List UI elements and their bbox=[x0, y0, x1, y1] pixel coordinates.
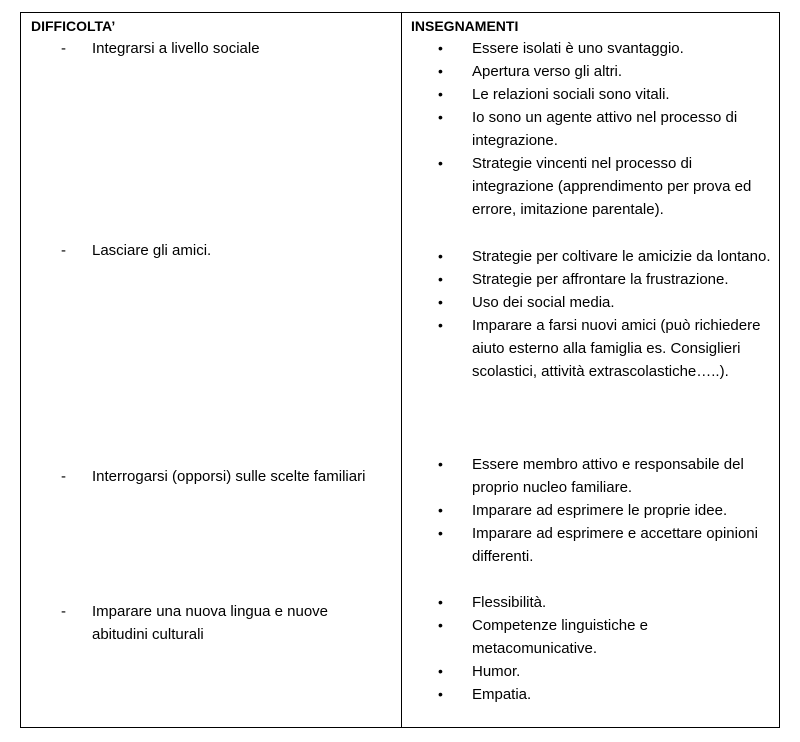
teaching-item bbox=[402, 245, 778, 268]
teachings-list bbox=[402, 37, 778, 221]
bullet-marker: • bbox=[438, 155, 443, 171]
teaching-text: Imparare a farsi nuovi amici (può richiedere aiuto esterno alla famiglia es. Consiglieri scolastici, attività extrascolastiche…..). bbox=[472, 317, 761, 380]
header-difficulties: DIFFICOLTA’ bbox=[31, 18, 116, 34]
bullet-marker: • bbox=[438, 502, 443, 518]
teaching-text: Humor. bbox=[472, 663, 521, 680]
teaching-item bbox=[402, 83, 778, 106]
difficulty-text: Lasciare gli amici. bbox=[92, 242, 212, 259]
dash-marker: - bbox=[61, 468, 66, 485]
bullet-marker: • bbox=[438, 63, 443, 79]
teaching-item bbox=[402, 614, 778, 660]
difficulties-teachings-table bbox=[20, 12, 780, 728]
bullet-marker: • bbox=[438, 617, 443, 633]
teaching-item bbox=[402, 37, 778, 60]
teaching-item bbox=[402, 152, 778, 221]
difficulty-text: Interrogarsi (opporsi) sulle scelte familiari bbox=[92, 468, 366, 485]
teaching-item bbox=[402, 453, 778, 499]
teaching-text: Competenze linguistiche e metacomunicative. bbox=[472, 617, 648, 657]
teaching-text: Essere membro attivo e responsabile del proprio nucleo familiare. bbox=[472, 456, 744, 496]
bullet-marker: • bbox=[438, 525, 443, 541]
teaching-item bbox=[402, 268, 778, 291]
teaching-text: Apertura verso gli altri. bbox=[472, 63, 623, 80]
bullet-marker: • bbox=[438, 248, 443, 264]
teaching-item bbox=[402, 591, 778, 614]
bullet-marker: • bbox=[438, 686, 443, 702]
teachings-list bbox=[402, 453, 778, 568]
bullet-marker: • bbox=[438, 86, 443, 102]
bullet-marker: • bbox=[438, 294, 443, 310]
bullet-marker: • bbox=[438, 271, 443, 287]
teaching-item bbox=[402, 106, 778, 152]
bullet-marker: • bbox=[438, 663, 443, 679]
teaching-text: Strategie vincenti nel processo di integrazione (apprendimento per prova ed errore, imitazione parentale). bbox=[472, 155, 752, 218]
bullet-marker: • bbox=[438, 40, 443, 56]
teachings-list bbox=[402, 245, 778, 383]
teachings-list bbox=[402, 591, 778, 706]
difficulty-text: Imparare una nuova lingua e nuove abitudini culturali bbox=[92, 603, 329, 643]
teaching-text: Flessibilità. bbox=[472, 594, 547, 611]
dash-marker: - bbox=[61, 242, 66, 259]
teaching-item bbox=[402, 522, 778, 568]
teaching-text: Empatia. bbox=[472, 686, 532, 703]
teaching-item bbox=[402, 314, 778, 383]
dash-marker: - bbox=[61, 40, 66, 57]
teaching-text: Le relazioni sociali sono vitali. bbox=[472, 86, 670, 103]
bullet-marker: • bbox=[438, 456, 443, 472]
teaching-item bbox=[402, 683, 778, 706]
teaching-item bbox=[402, 60, 778, 83]
bullet-marker: • bbox=[438, 109, 443, 125]
dash-marker: - bbox=[61, 603, 66, 620]
bullet-marker: • bbox=[438, 317, 443, 333]
teaching-item bbox=[402, 499, 778, 522]
difficulty-text: Integrarsi a livello sociale bbox=[92, 40, 260, 57]
teaching-text: Strategie per coltivare le amicizie da lontano. bbox=[472, 248, 771, 265]
teaching-text: Io sono un agente attivo nel processo di integrazione. bbox=[472, 109, 738, 149]
teaching-text: Imparare ad esprimere e accettare opinioni differenti. bbox=[472, 525, 758, 565]
header-teachings: INSEGNAMENTI bbox=[411, 18, 519, 34]
teaching-text: Essere isolati è uno svantaggio. bbox=[472, 40, 684, 57]
teaching-text: Imparare ad esprimere le proprie idee. bbox=[472, 502, 728, 519]
teaching-text: Uso dei social media. bbox=[472, 294, 615, 311]
bullet-marker: • bbox=[438, 594, 443, 610]
teaching-text: Strategie per affrontare la frustrazione. bbox=[472, 271, 729, 288]
teaching-item bbox=[402, 660, 778, 683]
teaching-item bbox=[402, 291, 778, 314]
